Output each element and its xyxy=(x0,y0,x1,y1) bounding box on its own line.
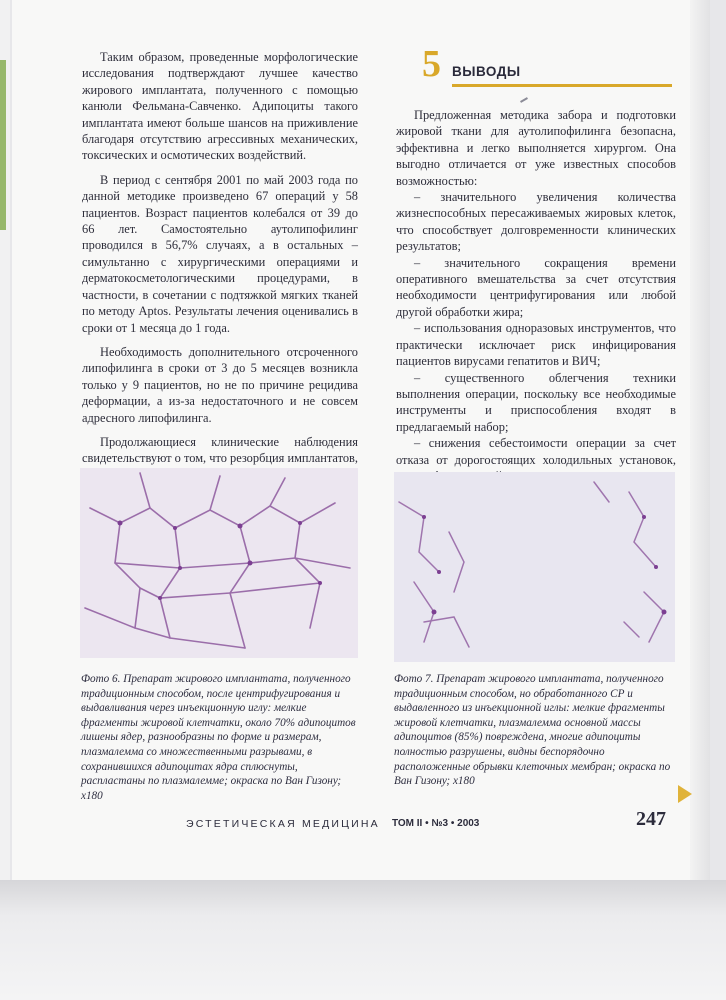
section-heading xyxy=(422,43,672,86)
issue-info: ТОМ II • №3 • 2003 xyxy=(392,818,480,829)
next-page-arrow-icon xyxy=(678,785,692,803)
photo-6-micrograph xyxy=(80,468,358,658)
conclusion-item: – использования одноразовых инструментов, что практически исключает риск инфицирования пациентов вирусами гепатитов и ВИЧ; xyxy=(396,321,676,369)
page-number: 247 xyxy=(636,808,666,830)
page-fold-shadow xyxy=(690,0,710,880)
paragraph: В период с сентября 2001 по май 2003 года по данной методике произведено 67 операций у 58 пациентов. Возраст пациентов колебался от 39 до 66 лет. Самостоятельно аутолипофилинг проводился в 56,7% случаях, а в остальных – симультанно с хирургическими операциями и дерматокосметологическими процедурами, в частности, в сочетании с подтяжкой мягких тканей по методу Aptos. Результаты лечения оценивались в сроки от 1 месяца до 1 года. xyxy=(82,172,358,335)
paragraph: Таким образом, проведенные морфологические исследования подтверждают лучшее качество жирового имплантата, полученного с помощью канюли Фельмана-Савченко. Адипоциты такого имплантата имеют больше шансов на приживление благодаря отсутствию агрессивных механических, токсических и осмотических воздействий. xyxy=(82,50,358,163)
conclusion-item: – значительного увеличения количества жизнеспособных пересаживаемых жировых клеток, что способствует долговременности клинических результатов; xyxy=(396,190,676,254)
conclusion-intro: Предложенная методика забора и подготовки жировой ткани для аутолипофилинга безопасна, эффективна и легко выполняется хирургом. Она выгодно отличается от уже известных способов возможностью: xyxy=(396,108,676,188)
photo-6-caption: Фото 6. Препарат жирового имплантата, полученного традиционным способом, после центрифугирования и выдавливания через инъекционную иглу: мелкие фрагменты жировой клетчатки, около 70% адипоцитов лишены ядер, разнообразны по форме и размерам, плазмалемма со множественными разрывами, в сохранившихся адипоцитах ядра сплюснуты, распластаны по плазмалемме; окраска по Ван Гизону; х180 xyxy=(81,673,356,802)
magazine-title: ЭСТЕТИЧЕСКАЯ МЕДИЦИНА xyxy=(186,818,380,830)
conclusion-item: – снижения себестоимости операции за счет отказа от дорогостоящих холодильных установок, xyxy=(396,436,676,467)
photo-7-micrograph xyxy=(394,472,675,662)
conclusion-item: – значительного сокращения времени оперативного вмешательства за счет отсутствия необходимости центрифугирования или любой другой обработки жира; xyxy=(396,255,676,319)
adjacent-page-strip xyxy=(0,60,6,230)
right-column xyxy=(396,107,676,484)
section-title: ВЫВОДЫ xyxy=(452,64,521,79)
paragraph: Продолжающиеся клинические наблюдения свидетельствуют о том, что резорбция имплантатов, xyxy=(82,434,358,466)
section-number: 5 xyxy=(422,43,441,85)
scanner-bed xyxy=(0,880,726,1000)
left-column xyxy=(82,49,358,508)
photo-7-caption: Фото 7. Препарат жирового имплантата, полученного традиционным способом, но обработанного СР и выдавленного из инъекционной иглы: мелкие фрагменты жировой клетчатки, плазмалемма основной массы адипоцитов (85%) повреждена, многие адипоциты полностью разрушены, видны беспорядочно расположенные обрывки клеточных мембран; окраска по Ван Гизону; х180 xyxy=(394,673,671,788)
paragraph: Необходимость дополнительного отсроченного липофилинга в сроки от 3 до 5 месяцев возникла только у 9 пациентов, но не по причине рецидива деформации, а из-за недостаточного и не совсем адресного липофилинга. xyxy=(82,344,358,425)
section-rule xyxy=(452,84,672,87)
conclusion-item: – существенного облегчения техники выполнения операции, поскольку все необходимые инструменты и приспособления входят в предлагаемый набор; xyxy=(396,370,676,434)
